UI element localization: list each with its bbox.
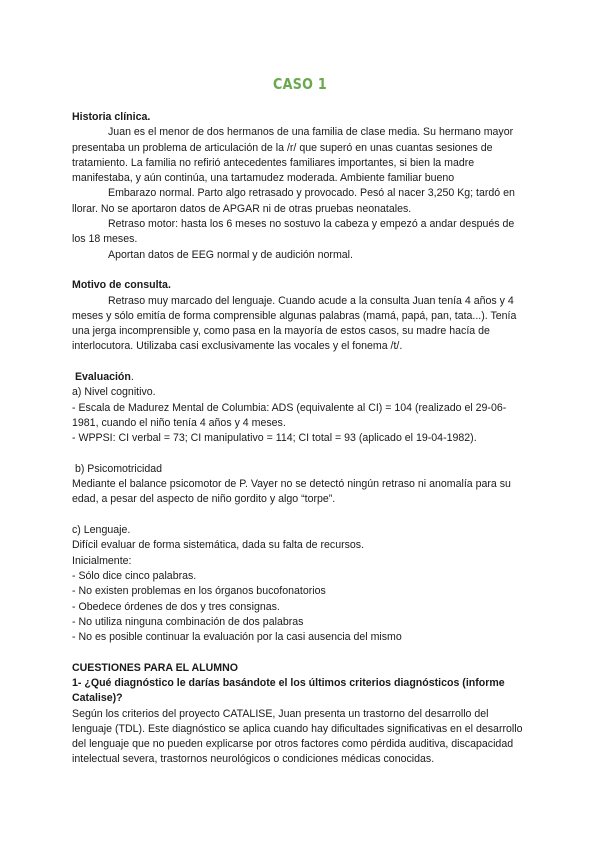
historia-paragraph-4: Aportan datos de EEG normal y de audición normal. xyxy=(108,248,353,261)
list-item: - Sólo dice cinco palabras. xyxy=(72,569,197,582)
list-item: - No existen problemas en los órganos bucofonatorios xyxy=(72,585,326,598)
historia-paragraph-1: Juan es el menor de dos hermanos de una familia de clase media. Su hermano mayor presentaba un problema de articulación de la /r/ que superó en unas cuantas sesiones de tratamiento. La familia no refirió antecedentes familiares importantes, si bien la madre manifestaba, y aún continúa, una tartamudez moderada. Ambiente familiar bueno xyxy=(72,126,514,185)
evaluacion-heading: Evaluación xyxy=(72,371,131,384)
page-title: CASO 1 xyxy=(273,75,327,93)
wppsi-line: - WPPSI: CI verbal = 73; CI manipulativo = 114; CI total = 93 (aplicado el 19-04-1982). xyxy=(72,432,477,445)
list-item: - No es posible continuar la evaluación por la casi ausencia del mismo xyxy=(72,631,402,644)
evaluacion-heading-line xyxy=(72,370,524,385)
question-1: 1- ¿Qué diagnóstico le darías basándote el los últimos criterios diagnósticos (informe Catalise)? xyxy=(72,676,505,705)
spacer xyxy=(72,263,524,278)
document-body xyxy=(72,110,524,768)
historia-paragraph-3: Retraso motor: hasta los 6 meses no sostuvo la cabeza y empezó a andar después de los 18 meses. xyxy=(72,218,515,246)
spacer xyxy=(72,645,524,660)
historia-paragraph-2: Embarazo normal. Parto algo retrasado y provocado. Pesó al nacer 3,250 Kg; tardó en llorar. No se aportaron datos de APGAR ni de otras pruebas neonatales. xyxy=(72,187,515,215)
lenguaje-title: c) Lenguaje. xyxy=(72,524,131,537)
spacer xyxy=(72,355,524,370)
psicomotricidad-text: Mediante el balance psicomotor de P. Vayer no se detectó ningún retraso ni anomalía para su edad, a pesar del aspecto de niño gordito y algo “torpe”. xyxy=(72,478,511,506)
motivo-paragraph: Retraso muy marcado del lenguaje. Cuando acude a la consulta Juan tenía 4 años y 4 meses y sólo emitía de forma comprensible algunas palabras (mamá, papá, pan, tata...). Tenía una jerga incomprensible y, como pasa en la mayoría de estos casos, su madre hacía de interlocutora. Utilizaba casi exclusivamente las vocales y el fonema /t/. xyxy=(72,294,517,353)
columbia-scale-line: - Escala de Madurez Mental de Columbia: ADS (equivalente al CI) = 104 (realizado el 29-06-1981, cuando el niño tenía 4 años y 4 meses. xyxy=(72,401,507,429)
list-item: - Obedece órdenes de dos y tres consignas. xyxy=(72,600,280,613)
cuestiones-heading: CUESTIONES PARA EL ALUMNO xyxy=(72,661,238,674)
motivo-heading: Motivo de consulta. xyxy=(72,279,171,292)
nivel-cognitivo-title: a) Nivel cognitivo. xyxy=(72,386,156,399)
lenguaje-text-1: Difícil evaluar de forma sistemática, dada su falta de recursos. xyxy=(72,539,365,552)
spacer xyxy=(72,508,524,523)
psicomotricidad-title: b) Psicomotricidad xyxy=(72,462,163,475)
historia-heading: Historia clínica. xyxy=(72,111,151,123)
spacer xyxy=(72,447,524,462)
list-item: - No utiliza ninguna combinación de dos palabras xyxy=(72,615,304,628)
evaluacion-heading-dot: . xyxy=(130,371,134,384)
answer-1: Según los criterios del proyecto CATALISE, Juan presenta un trastorno del desarrollo del lenguaje (TDL). Este diagnóstico se aplica cuando hay dificultades significativas en el desarrollo del lenguaje que no pueden explicarse por otros factores como pérdida auditiva, discapacidad intelectual severa, trastornos neurológicos o condiciones médicas conocidas. xyxy=(72,707,523,766)
lenguaje-text-2: Inicialmente: xyxy=(72,554,132,567)
